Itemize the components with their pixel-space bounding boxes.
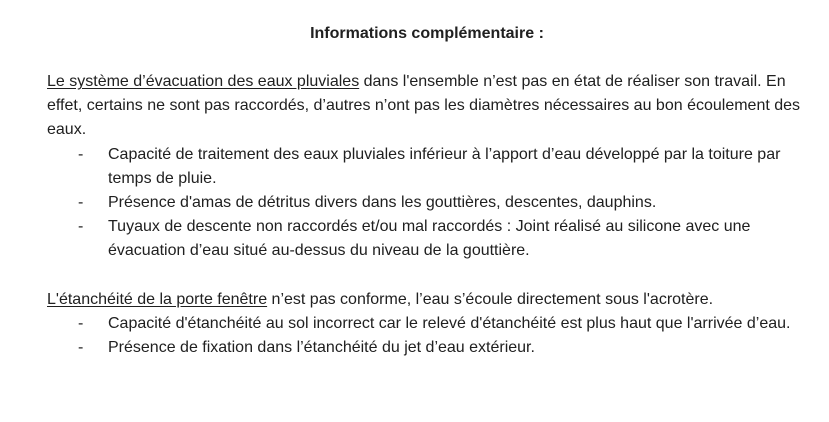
list-item [47,312,807,336]
bullet-dash: - [78,339,84,357]
list-item [47,143,807,191]
bullet-dash: - [78,194,84,212]
list-item-text: Capacité d'étanchéité au sol incorrect car le relevé d'étanchéité est plus haut que l'arrivée d’eau. [108,314,791,332]
section-2-paragraph [47,288,807,312]
paragraph-spacer [47,264,807,288]
section-1-bullet-list [47,143,807,264]
section-2-text: n’est pas conforme, l’eau s’écoule directement sous l'acrotère. [267,290,714,308]
list-item-text: Présence de fixation dans l’étanchéité du jet d’eau extérieur. [108,339,535,357]
list-item [47,336,807,360]
bullet-dash: - [78,218,84,236]
section-2-heading: L'étanchéité de la porte fenêtre [47,290,268,308]
list-item [47,191,807,215]
list-item-text: Tuyaux de descente non raccordés et/ou mal raccordés : Joint réalisé au silicone avec une évacuation d’eau situé au-dessus du niveau de la gouttière. [108,218,751,260]
bullet-dash: - [78,145,84,163]
list-item [47,215,807,263]
section-1-paragraph [47,70,807,143]
section-2-bullet-list [47,312,807,360]
list-item-text: Présence d'amas de détritus divers dans les gouttières, descentes, dauphins. [108,194,657,212]
bullet-dash: - [78,314,84,332]
list-item-text: Capacité de traitement des eaux pluviales inférieur à l’apport d’eau développé par la toiture par temps de pluie. [108,145,781,187]
document-title: Informations complémentaire : [310,25,544,42]
section-1-heading: Le système d’évacuation des eaux pluviales [47,73,360,90]
document-body [47,22,807,360]
section-1-text: dans l'ensemble n’est pas en état de réaliser son travail. En effet, certains ne sont pas raccordés, d’autres n’ont pas les diamètres nécessaires au bon écoulement des eaux. [47,73,801,139]
